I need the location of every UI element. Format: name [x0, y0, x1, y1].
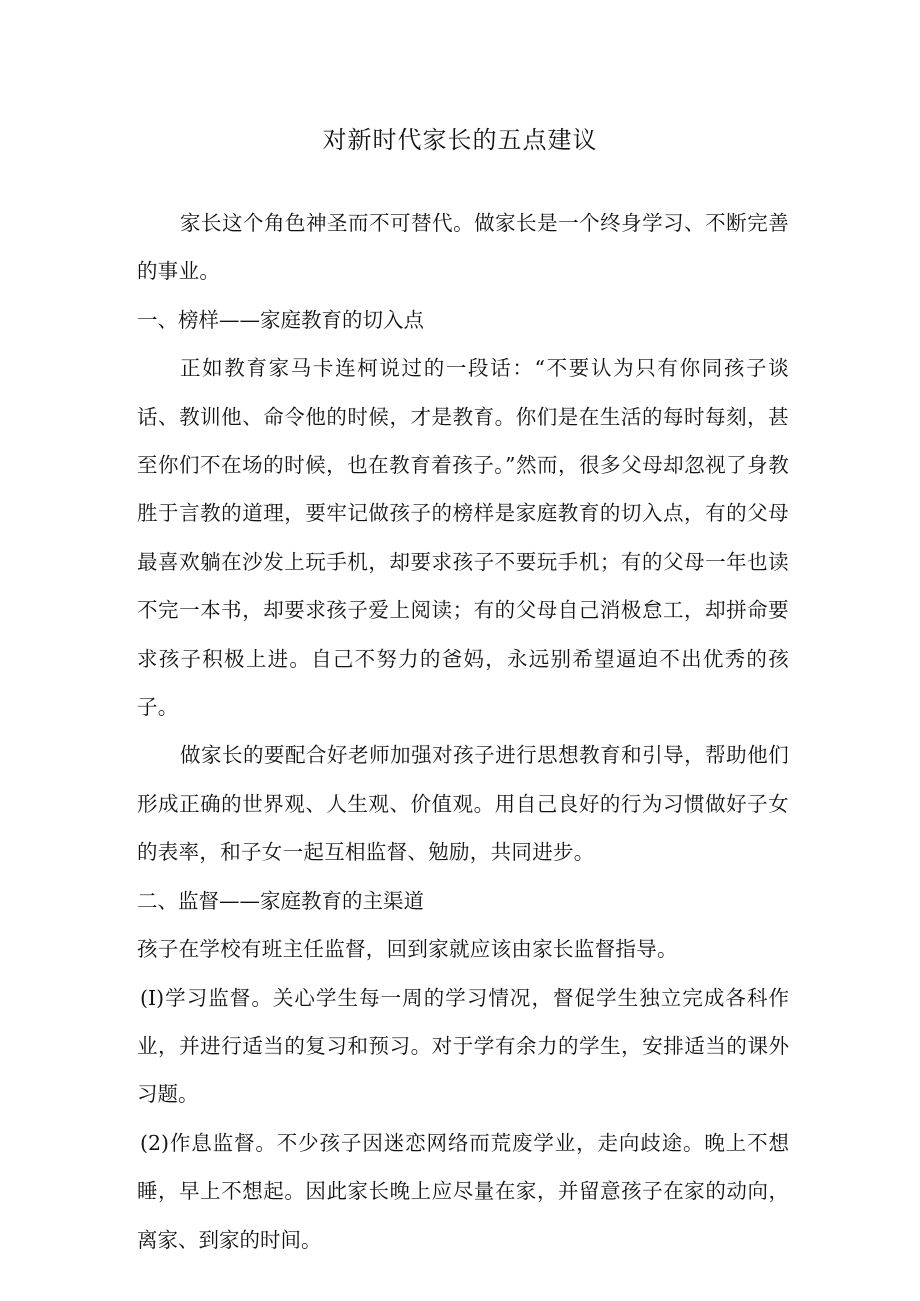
- section-1-paragraph-1: 正如教育家马卡连柯说过的一段话：“不要认为只有你同孩子谈话、教训他、命令他的时候，才是教育。你们是在生活的每时每刻，甚至你们不在场的时候，也在教育着孩子。”然而，很多父母却忽视了身教胜于言教的道理，要牢记做孩子的榜样是家庭教育的切入点，有的父母最喜欢躺在沙发上玩手机，却要求孩子不要玩手机；有的父母一年也读不完一本书，却要求孩子爱上阅读；有的父母自己消极怠工，却拼命要求孩子积极上进。自己不努力的爸妈，永远别希望逼迫不出优秀的孩子。: [137, 356, 789, 720]
- section-2-item-1: (I)学习监督。关心学生每一周的学习情况，督促学生独立完成各科作业，并进行适当的复习和预习。对于学有余力的学生，安排适当的课外习题。: [137, 985, 789, 1107]
- document-body: [137, 199, 789, 1264]
- section-2-item-2: (2)作息监督。不少孩子因迷恋网络而荒废学业，走向歧途。晚上不想睡，早上不想起。因此家长晚上应尽量在家，并留意孩子在家的动向，离家、到家的时间。: [137, 1130, 789, 1252]
- document-title: 对新时代家长的五点建议: [322, 126, 598, 154]
- section-1-heading: 一、榜样——家庭教育的切入点: [137, 307, 424, 332]
- section-2-heading: 二、监督——家庭教育的主渠道: [137, 888, 424, 913]
- intro-paragraph: 家长这个角色神圣而不可替代。做家长是一个终身学习、不断完善的事业。: [137, 211, 789, 284]
- section-2-intro: 孩子在学校有班主任监督，回到家就应该由家长监督指导。: [137, 937, 678, 962]
- section-1-paragraph-2: 做家长的要配合好老师加强对孩子进行思想教育和引导，帮助他们形成正确的世界观、人生观、价值观。用自己良好的行为习惯做好子女的表率，和子女一起互相监督、勉励，共同进步。: [137, 743, 789, 865]
